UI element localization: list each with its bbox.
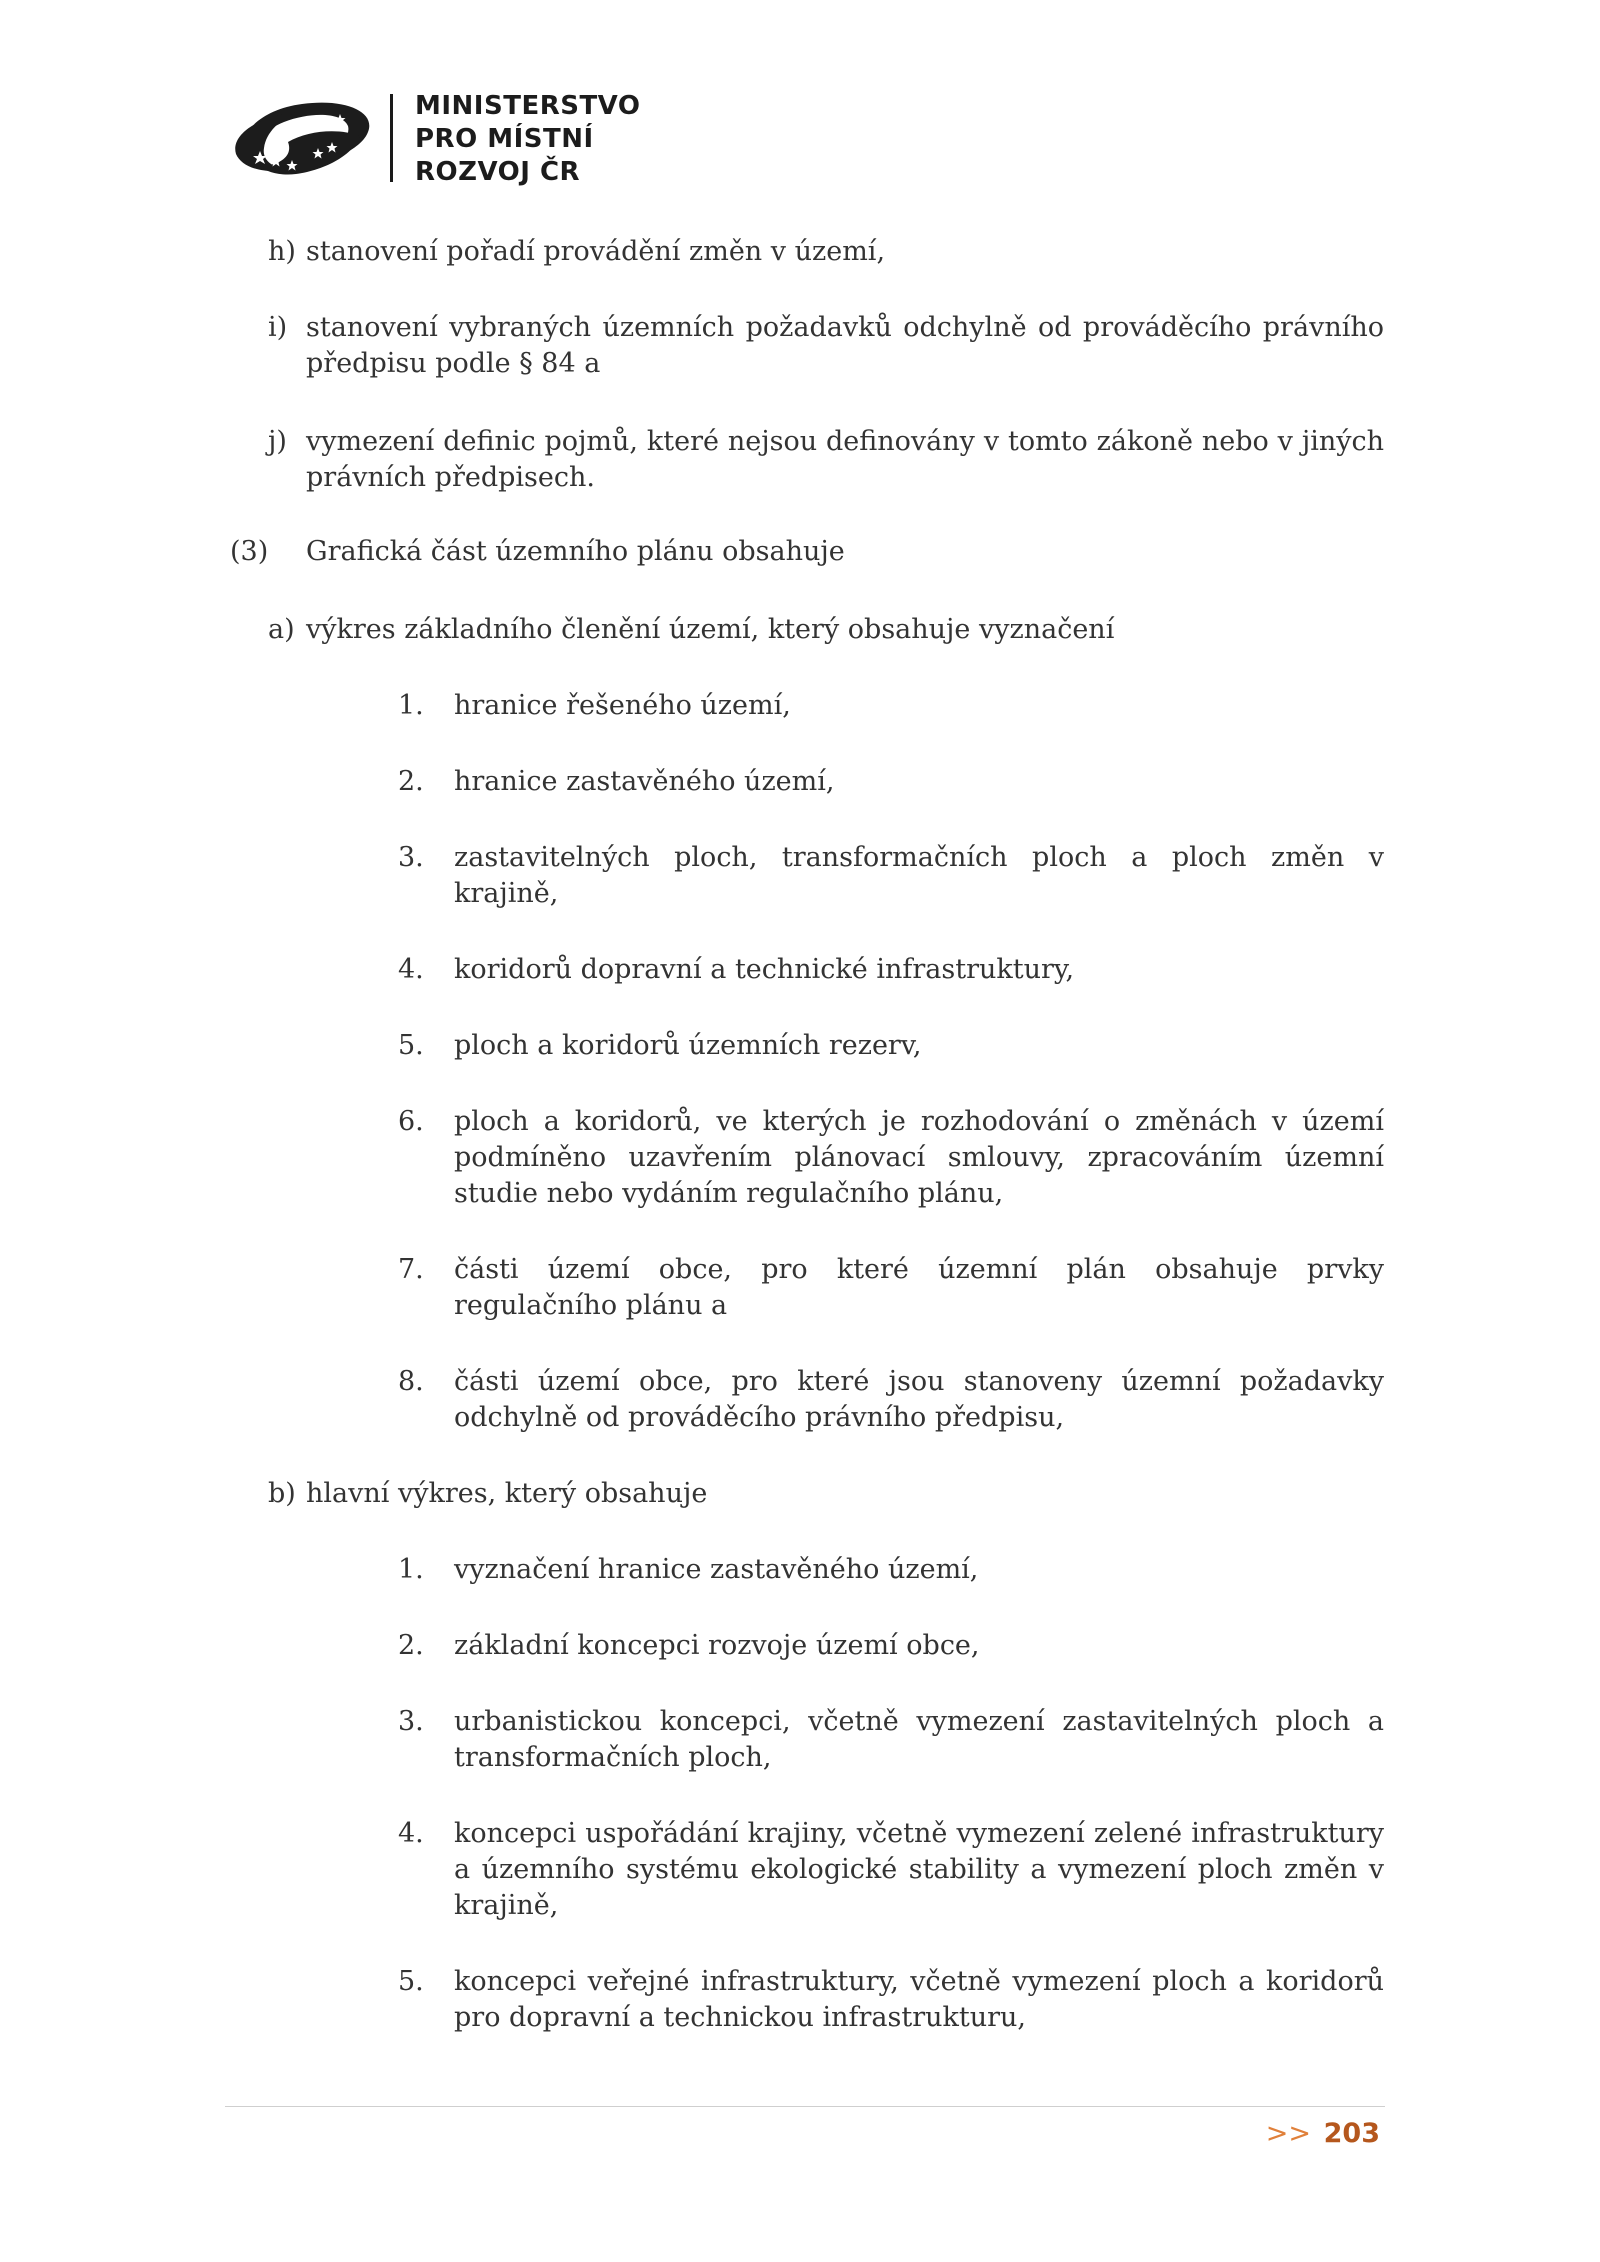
list-item-text: vymezení definic pojmů, které nejsou definovány v tomto zákoně nebo v jiných právních předpisech. xyxy=(306,426,1384,493)
list-item-j xyxy=(268,424,1384,496)
list-item-text: základní koncepci rozvoje území obce, xyxy=(454,1630,980,1661)
list-item-b xyxy=(268,1476,1384,1512)
list-marker: 6. xyxy=(398,1106,424,1137)
ministry-logo xyxy=(230,88,650,188)
eu-stars-ellipse-icon xyxy=(230,96,378,178)
paragraph-3 xyxy=(230,534,1384,570)
subitem-b-1 xyxy=(398,1552,1384,1588)
list-marker: 3. xyxy=(398,1706,424,1737)
list-item-text: výkres základního členění území, který obsahuje vyznačení xyxy=(306,614,1115,645)
list-item-text: ploch a koridorů územních rezerv, xyxy=(454,1030,922,1061)
ministry-name-line-3: ROZVOJ ČR xyxy=(415,157,581,187)
ministry-name xyxy=(415,90,640,189)
subitem-a-7 xyxy=(398,1252,1384,1324)
list-item-text: hranice zastavěného území, xyxy=(454,766,835,797)
list-item-text: stanovení pořadí provádění změn v území, xyxy=(306,236,886,267)
ministry-name-line-2: PRO MÍSTNÍ xyxy=(415,124,594,154)
list-marker: b) xyxy=(268,1478,296,1509)
list-marker: 4. xyxy=(398,1818,424,1849)
list-item-text: koncepci uspořádání krajiny, včetně vymezení zelené infrastruktury a územního systému ekologické stability a vymezení ploch změn v krajině, xyxy=(454,1818,1384,1921)
subitem-b-4 xyxy=(398,1816,1384,1924)
list-marker: 5. xyxy=(398,1030,424,1061)
list-item-i xyxy=(268,310,1384,382)
list-item-text: zastavitelných ploch, transformačních ploch a ploch změn v krajině, xyxy=(454,842,1384,909)
page-number-value: 203 xyxy=(1323,2118,1380,2149)
footer-divider xyxy=(225,2106,1385,2107)
list-marker: i) xyxy=(268,312,288,343)
list-marker: 7. xyxy=(398,1254,424,1285)
page-arrows-icon: >> xyxy=(1265,2118,1312,2149)
ministry-name-line-1: MINISTERSTVO xyxy=(415,91,641,121)
list-item-text: stanovení vybraných územních požadavků odchylně od prováděcího právního předpisu podle § 84 a xyxy=(306,312,1384,379)
subitem-b-5 xyxy=(398,1964,1384,2036)
subitem-b-3 xyxy=(398,1704,1384,1776)
list-marker: 5. xyxy=(398,1966,424,1997)
paragraph-heading: Grafická část územního plánu obsahuje xyxy=(306,536,845,567)
list-marker: a) xyxy=(268,614,295,645)
subitem-b-2 xyxy=(398,1628,1384,1664)
list-marker: 2. xyxy=(398,766,424,797)
list-marker: 3. xyxy=(398,842,424,873)
list-marker: 4. xyxy=(398,954,424,985)
list-marker: j) xyxy=(268,426,287,457)
list-marker: 1. xyxy=(398,1554,424,1585)
list-item-text: koridorů dopravní a technické infrastruktury, xyxy=(454,954,1075,985)
list-marker: 2. xyxy=(398,1630,424,1661)
list-item-text: urbanistickou koncepci, včetně vymezení zastavitelných ploch a transformačních ploch, xyxy=(454,1706,1384,1773)
subitem-a-4 xyxy=(398,952,1384,988)
list-item-text: části území obce, pro které územní plán obsahuje prvky regulačního plánu a xyxy=(454,1254,1384,1321)
list-item-text: hlavní výkres, který obsahuje xyxy=(306,1478,708,1509)
subitem-a-3 xyxy=(398,840,1384,912)
page-number xyxy=(1266,2116,1380,2152)
subitem-a-8 xyxy=(398,1364,1384,1436)
list-marker: h) xyxy=(268,236,296,267)
list-marker: 1. xyxy=(398,690,424,721)
list-item-text: hranice řešeného území, xyxy=(454,690,791,721)
list-item-h xyxy=(268,234,1384,270)
logo-divider xyxy=(390,94,393,182)
subitem-a-2 xyxy=(398,764,1384,800)
subitem-a-1 xyxy=(398,688,1384,724)
subitem-a-6 xyxy=(398,1104,1384,1212)
list-item-text: části území obce, pro které jsou stanoveny územní požadavky odchylně od prováděcího právního předpisu, xyxy=(454,1366,1384,1433)
paragraph-number: (3) xyxy=(230,536,269,567)
list-marker: 8. xyxy=(398,1366,424,1397)
subitem-a-5 xyxy=(398,1028,1384,1064)
list-item-text: koncepci veřejné infrastruktury, včetně vymezení ploch a koridorů pro dopravní a technickou infrastrukturu, xyxy=(454,1966,1384,2033)
list-item-text: ploch a koridorů, ve kterých je rozhodování o změnách v území podmíněno uzavřením plánovací smlouvy, zpracováním územní studie nebo vydáním regulačního plánu, xyxy=(454,1106,1384,1209)
list-item-a xyxy=(268,612,1384,648)
list-item-text: vyznačení hranice zastavěného území, xyxy=(454,1554,979,1585)
